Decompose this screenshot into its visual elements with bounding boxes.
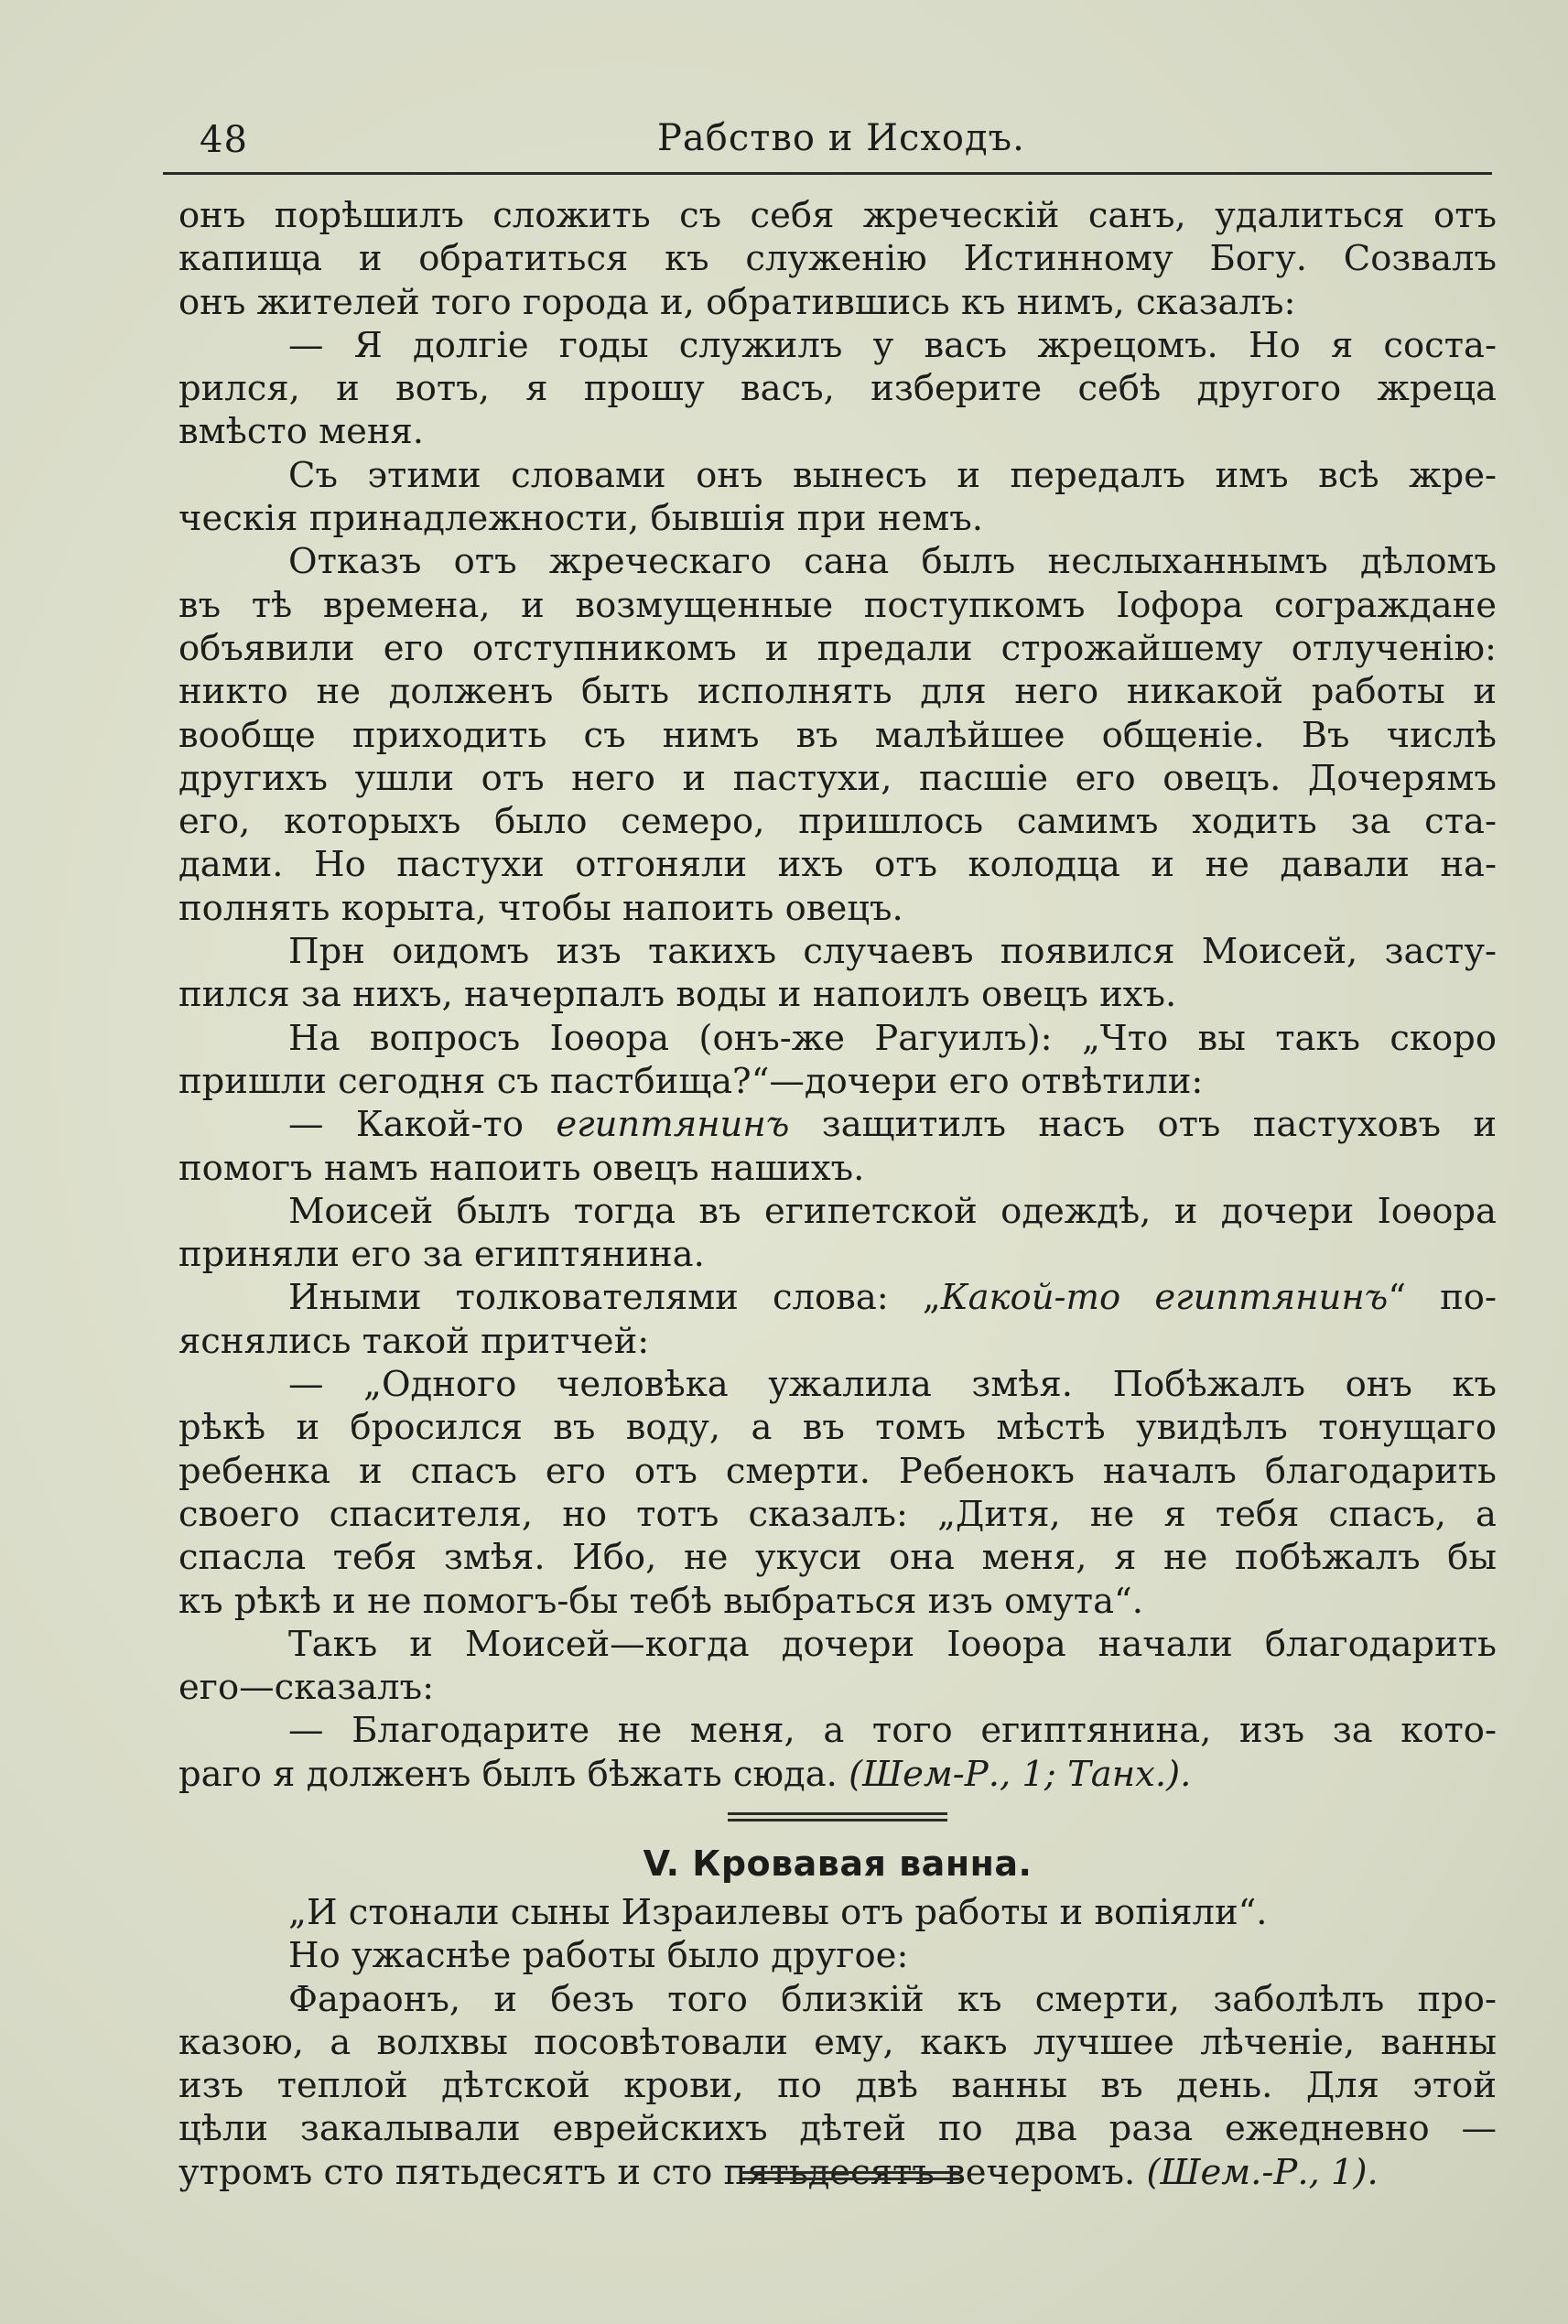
- text-line: онъ жителей того города и, обратившись къ нимъ, сказалъ:: [178, 281, 1296, 323]
- italic-text: Какой-то египтянинъ: [940, 1277, 1389, 1319]
- text-line: помогъ намъ напоить овецъ нашихъ.: [178, 1147, 865, 1189]
- text-line: капища и обратиться къ служенію Истинному Богу. Созвалъ: [178, 238, 1497, 280]
- text-line: Отказъ отъ жреческаго сана былъ неслыханнымъ дѣломъ: [288, 541, 1497, 583]
- text-run: утромъ сто пятьдесятъ и сто пятьдесятъ вечеромъ.: [178, 2151, 1147, 2193]
- text-line: На вопросъ Іоѳора (онъ-же Рагуилъ): „Что вы такъ скоро: [288, 1017, 1497, 1059]
- text-line: спасла тебя змѣя. Ибо, не укуси она меня, я не побѣжалъ бы: [178, 1537, 1497, 1579]
- text-line: рѣкѣ и бросился въ воду, а въ томъ мѣстѣ увидѣлъ тонущаго: [178, 1407, 1497, 1449]
- text-line: — Благодарите не меня, а того египтянина, изъ за кото-: [288, 1710, 1497, 1752]
- text-line: его, которыхъ было семеро, пришлось самимъ ходить за ста-: [178, 801, 1497, 843]
- text-line: пришли сегодня съ пастбища?“—дочери его отвѣтили:: [178, 1060, 1204, 1102]
- page-number: 48: [200, 119, 248, 161]
- text-run: раго я долженъ былъ бѣжать сюда.: [178, 1753, 849, 1795]
- citation: (Шем.-Р., 1).: [1146, 2151, 1379, 2193]
- text-line: яснялись такой притчей:: [178, 1320, 650, 1362]
- body-text: [178, 194, 1497, 2194]
- text-line: Но ужаснѣе работы было другое:: [288, 1935, 909, 1977]
- text-line: цѣли закалывали еврейскихъ дѣтей по два раза ежедневно —: [178, 2108, 1497, 2150]
- text-line: никто не долженъ быть исполнять для него никакой работы и: [178, 671, 1497, 713]
- section-divider: [728, 1812, 947, 1821]
- text-line: казою, а волхвы посовѣтовали ему, какъ лучшее лѣченіе, ванны: [178, 2021, 1497, 2063]
- text-line: изъ теплой дѣтской крови, по двѣ ванны въ день. Для этой: [178, 2065, 1497, 2107]
- text-run: Иными толкователями слова: „: [288, 1277, 941, 1319]
- citation: (Шем-Р., 1; Танх.).: [849, 1753, 1192, 1795]
- closing-divider: [741, 2171, 961, 2180]
- text-line: другихъ ушли отъ него и пастухи, пасшіе его овецъ. Дочерямъ: [178, 757, 1497, 799]
- text-line: вмѣсто меня.: [178, 411, 425, 453]
- text-line: своего спасителя, но тотъ сказалъ: „Дитя, не я тебя спасъ, а: [178, 1493, 1497, 1535]
- text-run: — Какой-то: [288, 1104, 557, 1146]
- section-title: V. Кровавая ванна.: [643, 1843, 1033, 1884]
- text-line: вообще приходить съ нимъ въ малѣйшее общеніе. Въ числѣ: [178, 714, 1497, 756]
- text-line: объявили его отступникомъ и предали строжайшему отлученію:: [178, 627, 1497, 669]
- text-line: приняли его за египтянина.: [178, 1234, 705, 1276]
- text-line: ребенка и спасъ его отъ смерти. Ребенокъ началъ благодарить: [178, 1450, 1497, 1492]
- italic-text: египтянинъ: [556, 1104, 790, 1146]
- text-line: онъ порѣшилъ сложить съ себя жреческій санъ, удалиться отъ: [178, 195, 1497, 236]
- text-line: — Я долгіе годы служилъ у васъ жрецомъ. Но я соста-: [288, 324, 1497, 366]
- text-line: [178, 1276, 1497, 1319]
- text-line: — „Одного человѣка ужалила змѣя. Побѣжалъ онъ къ: [288, 1364, 1497, 1406]
- text-run: защитилъ насъ отъ пастуховъ и: [789, 1104, 1497, 1146]
- running-title: Рабство и Исходъ.: [657, 117, 1025, 159]
- text-line: Фараонъ, и безъ того близкій къ смерти, заболѣлъ про-: [288, 1978, 1497, 2020]
- text-line: ческія принадлежности, бывшія при немъ.: [178, 498, 983, 540]
- text-line: дами. Но пастухи отгоняли ихъ отъ колодца и не давали на-: [178, 844, 1497, 886]
- page-header: [163, 108, 1492, 178]
- text-line: [178, 1103, 1497, 1146]
- text-line: „И стонали сыны Израилевы отъ работы и вопіяли“.: [288, 1891, 1268, 1933]
- text-line: Такъ и Моисей—когда дочери Іоѳора начали благодарить: [288, 1623, 1497, 1665]
- text-line: пился за нихъ, начерпалъ воды и напоилъ овецъ ихъ.: [178, 974, 1177, 1016]
- text-line: его—сказалъ:: [178, 1667, 435, 1709]
- text-line: Моисей былъ тогда въ египетской одеждѣ, и дочери Іоѳора: [288, 1190, 1497, 1232]
- text-line: Съ этими словами онъ вынесъ и передалъ имъ всѣ жре-: [288, 454, 1497, 496]
- text-line: полнять корыта, чтобы напоить овецъ.: [178, 887, 903, 929]
- text-line: къ рѣкѣ и не помогъ-бы тебѣ выбраться изъ омута“.: [178, 1580, 1143, 1622]
- text-line: рился, и вотъ, я прошу васъ, изберите себѣ другого жреца: [178, 368, 1497, 410]
- text-line: Прн оидомъ изъ такихъ случаевъ появился Моисей, засту-: [288, 931, 1497, 973]
- text-run: “ по-: [1388, 1277, 1497, 1319]
- text-line: [178, 1753, 1497, 1796]
- text-line: въ тѣ времена, и возмущенные поступкомъ Іофора сограждане: [178, 584, 1497, 626]
- header-rule: [163, 172, 1492, 175]
